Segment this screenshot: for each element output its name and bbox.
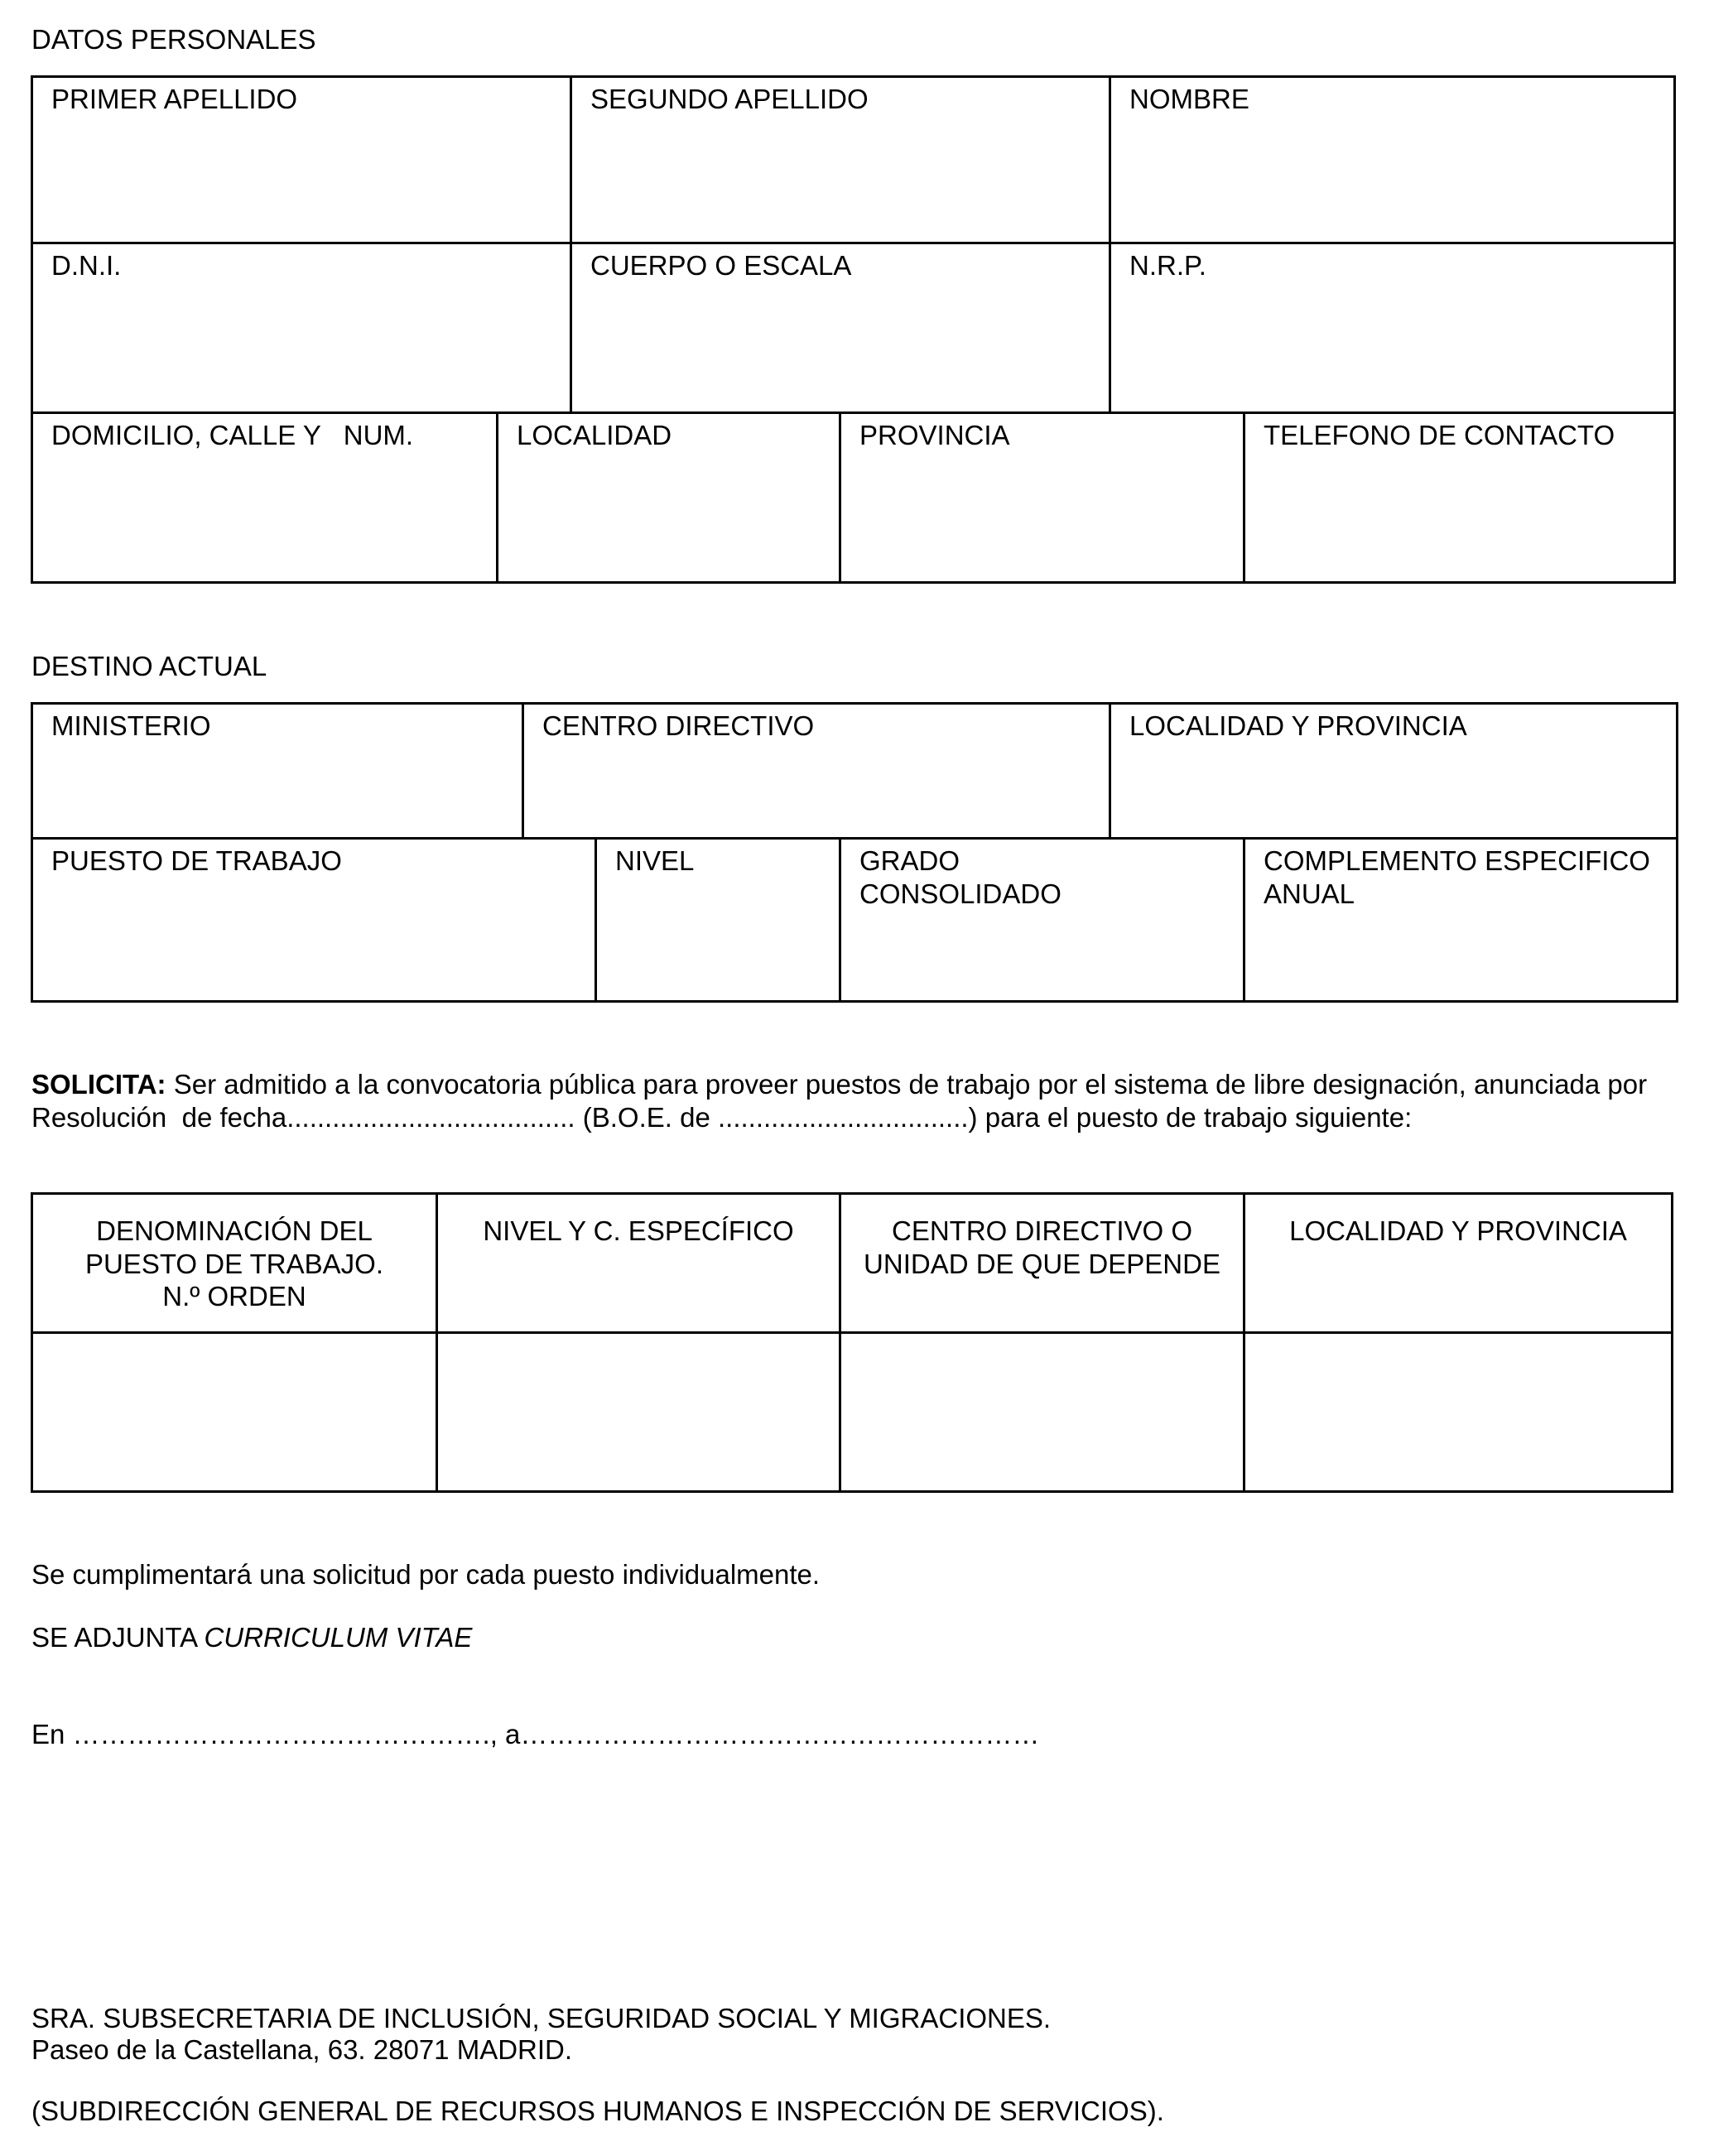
nivel-especifico-line-1: NIVEL Y C. ESPECÍFICO — [483, 1215, 794, 1246]
centro-directivo-label: CENTRO DIRECTIVO — [542, 710, 815, 741]
datos-personales-table — [31, 75, 1676, 584]
address-line: Paseo de la Castellana, 63. 28071 MADRID. — [31, 2034, 573, 2065]
dni-field[interactable] — [33, 244, 572, 414]
denominacion-line-3: N.º ORDEN — [162, 1281, 306, 1312]
puesto-solicitado-table — [31, 1192, 1673, 1493]
nivel-label: NIVEL — [615, 845, 695, 876]
destino-actual-table — [31, 702, 1678, 1003]
header-denominacion — [33, 1195, 438, 1334]
centro-directivo-line-2: UNIDAD DE QUE DEPENDE — [864, 1248, 1220, 1279]
nivel-field[interactable] — [597, 840, 841, 1000]
telefono-field[interactable] — [1245, 414, 1673, 581]
solicita-line-1 — [31, 1068, 1679, 1101]
nombre-label: NOMBRE — [1129, 84, 1249, 114]
primer-apellido-field[interactable] — [33, 78, 572, 244]
consolidado-label: CONSOLIDADO — [859, 878, 1062, 909]
destino-actual-title: DESTINO ACTUAL — [31, 651, 267, 681]
anual-label: ANUAL — [1264, 878, 1355, 909]
curriculum-vitae: CURRICULUM VITAE — [204, 1622, 473, 1653]
ministerio-label: MINISTERIO — [51, 710, 211, 741]
solicita-text-1: Ser admitido a la convocatoria pública para proveer puestos de trabajo por el sistema de libre designación, anunciada por — [166, 1069, 1648, 1100]
primer-apellido-label: PRIMER APELLIDO — [51, 84, 298, 114]
nrp-label: N.R.P. — [1129, 250, 1206, 281]
denominacion-line-2: PUESTO DE TRABAJO. — [84, 1248, 384, 1279]
domicilio-field[interactable] — [33, 414, 498, 581]
input-denominacion[interactable] — [33, 1334, 438, 1490]
nombre-field[interactable] — [1111, 78, 1673, 244]
nrp-field[interactable] — [1111, 244, 1673, 414]
input-centro-directivo[interactable] — [841, 1334, 1245, 1490]
puesto-trabajo-label: PUESTO DE TRABAJO — [51, 845, 342, 876]
addressee-line: SRA. SUBSECRETARIA DE INCLUSIÓN, SEGURIDAD SOCIAL Y MIGRACIONES. — [31, 2003, 1052, 2033]
place-date-line[interactable]: En ………………………………………., a………………………………………………… — [31, 1719, 1040, 1749]
localidad-provincia-line-1: LOCALIDAD Y PROVINCIA — [1289, 1215, 1627, 1246]
puesto-trabajo-field[interactable] — [33, 840, 597, 1000]
subdireccion-line: (SUBDIRECCIÓN GENERAL DE RECURSOS HUMANOS E INSPECCIÓN DE SERVICIOS). — [31, 2096, 1164, 2126]
localidad-label: LOCALIDAD — [517, 420, 672, 450]
domicilio-label: DOMICILIO, CALLE Y NUM. — [51, 420, 414, 450]
solicita-line-2: Resolución de fecha...................................... (B.O.E. de .................................) para el puesto de trabajo siguiente: — [31, 1101, 1413, 1133]
one-per-post-note: Se cumplimentará una solicitud por cada puesto individualmente. — [31, 1559, 821, 1590]
segundo-apellido-label: SEGUNDO APELLIDO — [590, 84, 869, 114]
complemento-especifico-field[interactable] — [1245, 840, 1676, 1000]
segundo-apellido-field[interactable] — [572, 78, 1111, 244]
localidad-field[interactable] — [498, 414, 841, 581]
grado-consolidado-field[interactable] — [841, 840, 1245, 1000]
header-localidad-provincia — [1245, 1195, 1671, 1334]
provincia-field[interactable] — [841, 414, 1245, 581]
ministerio-field[interactable] — [33, 705, 524, 840]
header-centro-directivo — [841, 1195, 1245, 1334]
grado-label: GRADO — [859, 845, 960, 876]
cuerpo-escala-label: CUERPO O ESCALA — [590, 250, 852, 281]
denominacion-line-1: DENOMINACIÓN DEL — [96, 1215, 373, 1246]
input-localidad-provincia[interactable] — [1245, 1334, 1671, 1490]
centro-directivo-line-1: CENTRO DIRECTIVO O — [891, 1215, 1193, 1246]
localidad-provincia-field[interactable] — [1111, 705, 1676, 840]
localidad-provincia-label: LOCALIDAD Y PROVINCIA — [1129, 710, 1467, 741]
dni-label: D.N.I. — [51, 250, 122, 281]
input-nivel-especifico[interactable] — [438, 1334, 841, 1490]
complemento-label: COMPLEMENTO ESPECIFICO — [1264, 845, 1650, 876]
cuerpo-escala-field[interactable] — [572, 244, 1111, 414]
solicita-label: SOLICITA: — [31, 1069, 166, 1100]
centro-directivo-field[interactable] — [524, 705, 1111, 840]
adjunta-prefix: SE ADJUNTA — [31, 1622, 205, 1653]
datos-personales-title: DATOS PERSONALES — [31, 24, 316, 55]
solicita-paragraph — [31, 1068, 1679, 1133]
adjunta-note — [31, 1621, 1679, 1654]
header-nivel-especifico — [438, 1195, 841, 1334]
telefono-label: TELEFONO DE CONTACTO — [1264, 420, 1615, 450]
provincia-label: PROVINCIA — [859, 420, 1010, 450]
